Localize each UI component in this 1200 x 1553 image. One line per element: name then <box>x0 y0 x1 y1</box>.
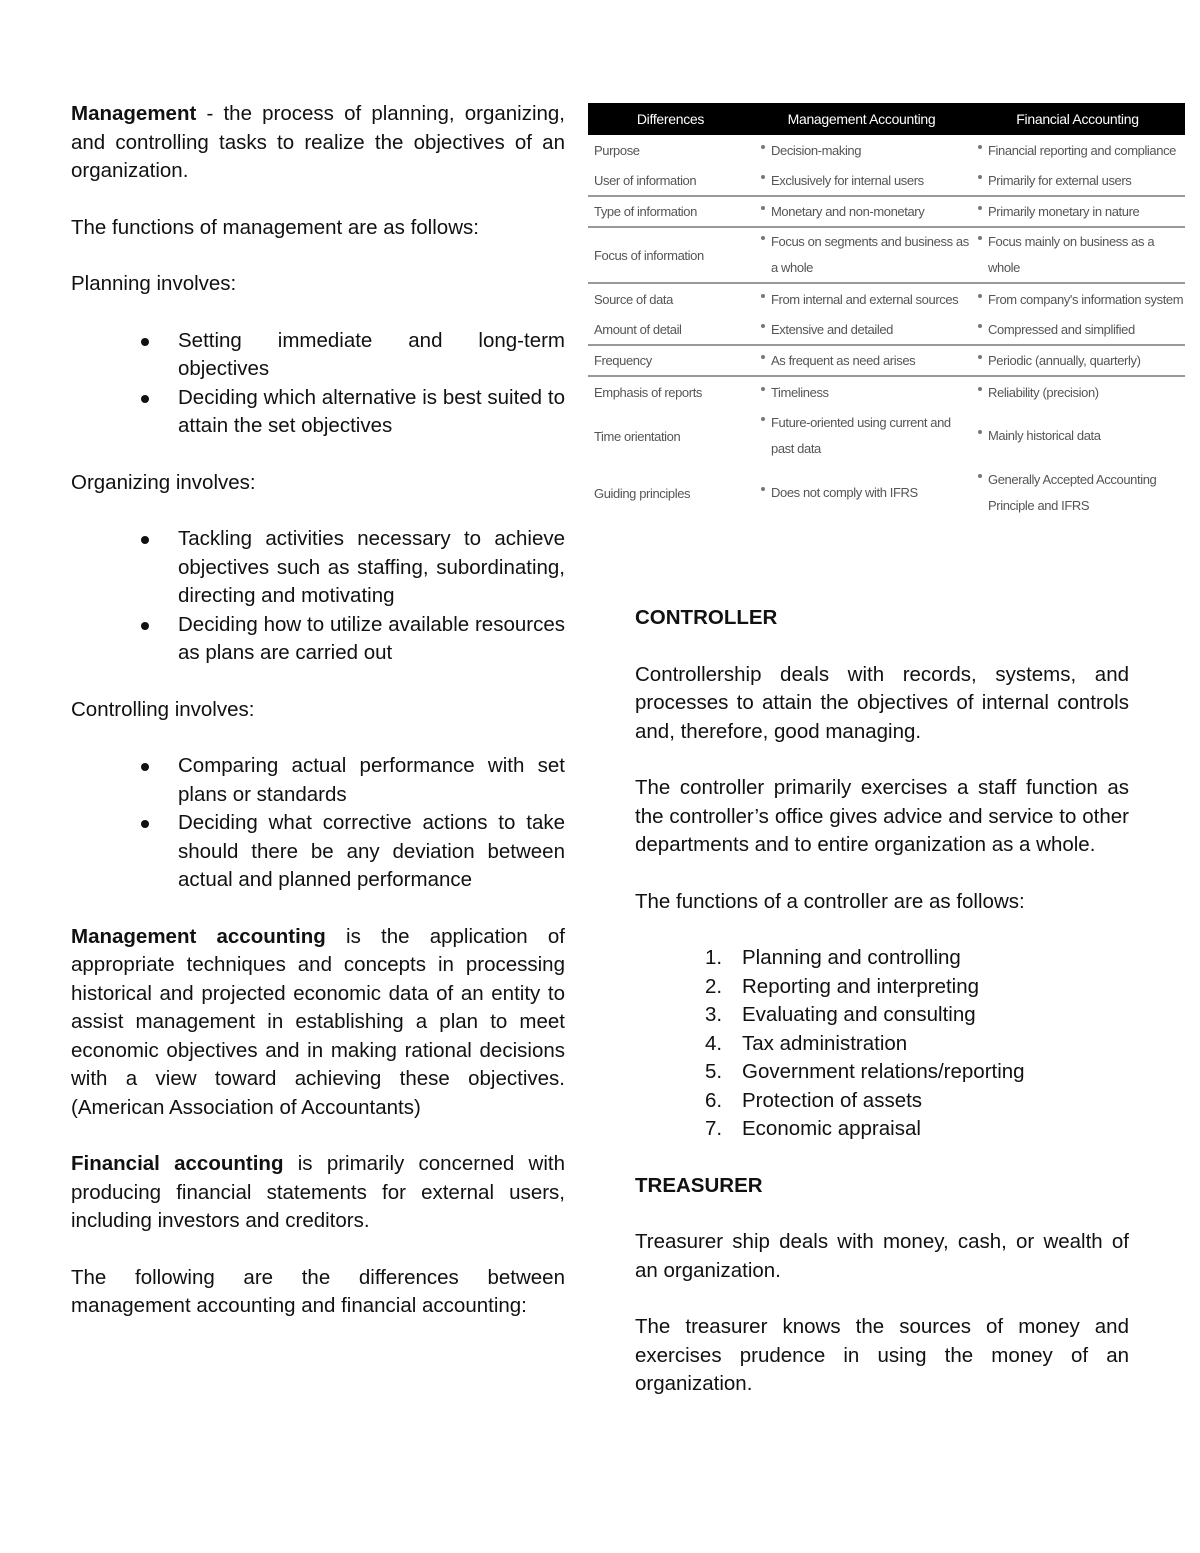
list-item <box>705 1058 1129 1087</box>
bullet-icon <box>141 338 149 346</box>
definition-text: is the application of appropriate techniques and concepts in processing historical and projected economic data of an entity to assist management in establishing a plan to meet economic objectives and in making rational decisions with a view toward achieving these objectives. (American Association of Accountants) <box>71 924 565 1119</box>
row-label: User of information <box>594 173 697 188</box>
list-item <box>705 1115 1129 1144</box>
controller-functions-list <box>705 944 1129 1144</box>
row-label: Purpose <box>594 143 640 158</box>
bullet-icon <box>761 206 765 210</box>
bullet-icon <box>761 417 765 421</box>
cell-text: Mainly historical data <box>988 428 1101 443</box>
list-item <box>705 973 1129 1002</box>
list-item-text: Evaluating and consulting <box>742 1003 976 1026</box>
right-column <box>635 604 1129 1399</box>
bullet-icon <box>978 236 982 240</box>
controller-paragraph-2: The controller primarily exercises a staff function as the controller’s office gives advice and service to other departments and to entire organization as a whole. <box>635 776 1129 856</box>
management-accounting-definition <box>71 923 565 1123</box>
bullet-icon <box>141 820 149 828</box>
table-row <box>588 166 1185 197</box>
controlling-heading: Controlling involves: <box>71 697 255 721</box>
cell-text: Does not comply with IFRS <box>771 485 918 500</box>
table-row <box>588 408 1185 464</box>
differences-intro: The following are the differences between management accounting and financial accounting: <box>71 1265 565 1317</box>
list-item <box>705 1087 1129 1116</box>
bullet-icon <box>978 387 982 391</box>
controlling-list <box>141 752 565 895</box>
bullet-icon <box>761 145 765 149</box>
bullet-icon <box>978 175 982 179</box>
list-item <box>705 1001 1129 1030</box>
table-row <box>588 228 1185 284</box>
row-label: Source of data <box>594 292 673 307</box>
list-item <box>141 752 565 809</box>
table-row <box>588 346 1185 377</box>
list-item <box>141 809 565 895</box>
bullet-icon <box>978 145 982 149</box>
list-item-text: Reporting and interpreting <box>742 974 980 998</box>
list-number: 7. <box>705 1117 723 1140</box>
differences-table <box>588 103 1185 522</box>
list-number: 6. <box>705 1088 723 1112</box>
list-item-text: Deciding what corrective actions to take should there be any deviation between actual and planned performance <box>178 811 565 891</box>
mgmt-cell <box>753 138 970 164</box>
fin-cell <box>970 138 1185 164</box>
cell-text: Financial reporting and compliance <box>988 142 1177 158</box>
list-number: 5. <box>705 1060 723 1083</box>
bullet-icon <box>141 536 149 544</box>
header-management-accounting: Management Accounting <box>787 111 936 127</box>
mgmt-cell <box>753 348 970 374</box>
table-header <box>588 103 1185 135</box>
cell-text: Generally Accepted Accounting Principle and IFRS <box>988 472 1157 513</box>
bullet-icon <box>141 763 149 771</box>
table-row <box>588 464 1185 522</box>
list-item <box>705 944 1129 973</box>
row-label: Type of information <box>594 204 697 219</box>
list-number: 3. <box>705 1003 723 1026</box>
treasurer-paragraph-1: Treasurer ship deals with money, cash, or wealth of an organization. <box>635 1230 1129 1282</box>
cell-text: Timeliness <box>771 384 829 400</box>
list-item-text: Setting immediate and long-term objectives <box>178 328 565 380</box>
row-label: Focus of information <box>594 247 704 263</box>
mgmt-cell <box>753 199 970 225</box>
list-item-text: Protection of assets <box>742 1088 923 1112</box>
bullet-icon <box>978 294 982 298</box>
fin-cell <box>970 168 1185 194</box>
list-item-text: Economic appraisal <box>742 1117 921 1140</box>
cell-text: Reliability (precision) <box>988 384 1099 400</box>
list-number: 1. <box>705 946 723 969</box>
list-number: 2. <box>705 974 723 998</box>
list-item-text: Deciding how to utilize available resources as plans are carried out <box>178 612 565 664</box>
list-item-text: Deciding which alternative is best suited to attain the set objectives <box>178 385 565 437</box>
mgmt-cell <box>753 480 970 506</box>
fin-cell <box>970 380 1185 406</box>
bullet-icon <box>141 622 149 630</box>
cell-text: From internal and external sources <box>771 291 959 307</box>
row-label: Amount of detail <box>594 322 682 337</box>
cell-text: Monetary and non-monetary <box>771 203 925 219</box>
list-item <box>141 525 565 611</box>
heading-text: CONTROLLER <box>635 606 778 629</box>
cell-text: Decision-making <box>771 142 862 158</box>
row-label: Time orientation <box>594 428 681 444</box>
bullet-icon <box>978 355 982 359</box>
fin-cell <box>970 317 1185 343</box>
cell-text: Future-oriented using current and past data <box>771 415 951 456</box>
controller-paragraph-1: Controllership deals with records, systems, and processes to attain the objectives of internal controls and, therefore, good managing. <box>635 662 1129 743</box>
fin-cell <box>970 287 1185 313</box>
row-label: Guiding principles <box>594 485 691 501</box>
management-definition <box>71 100 565 186</box>
mgmt-cell <box>753 317 970 343</box>
table-row <box>588 197 1185 228</box>
financial-accounting-definition <box>71 1150 565 1236</box>
bullet-icon <box>978 206 982 210</box>
controller-heading <box>635 604 1129 633</box>
mgmt-cell <box>753 229 970 281</box>
fin-cell <box>970 467 1185 519</box>
heading-text: TREASURER <box>635 1173 763 1197</box>
cell-text: Focus mainly on business as a whole <box>988 234 1155 275</box>
cell-text: Primarily monetary in nature <box>988 203 1140 219</box>
treasurer-paragraph-2: The treasurer knows the sources of money and exercises prudence in using the money of an organization. <box>635 1315 1129 1395</box>
fin-cell <box>970 229 1185 281</box>
header-financial-accounting: Financial Accounting <box>1016 111 1139 127</box>
table-row <box>588 377 1185 408</box>
cell-text: Focus on segments and business as a whole <box>771 234 969 275</box>
header-differences: Differences <box>636 111 705 127</box>
list-number: 4. <box>705 1031 723 1055</box>
term-financial-accounting: Financial accounting <box>71 1152 284 1175</box>
bullet-icon <box>141 395 149 403</box>
fin-cell <box>970 423 1185 449</box>
list-item <box>705 1030 1129 1059</box>
list-item <box>141 384 565 441</box>
row-label: Frequency <box>594 353 652 368</box>
list-item-text: Government relations/reporting <box>742 1060 1025 1083</box>
cell-text: Periodic (annually, quarterly) <box>988 352 1141 368</box>
bullet-icon <box>761 387 765 391</box>
list-item-text: Planning and controlling <box>742 946 961 969</box>
treasurer-heading <box>635 1172 1129 1201</box>
fin-cell <box>970 199 1185 225</box>
list-item-text: Comparing actual performance with set plans or standards <box>178 754 565 806</box>
planning-list <box>141 327 565 441</box>
list-item-text: Tackling activities necessary to achieve objectives such as staffing, subordinating, directing and motivating <box>178 527 565 607</box>
row-label: Emphasis of reports <box>594 385 703 400</box>
cell-text: Compressed and simplified <box>988 321 1135 337</box>
list-item <box>141 327 565 384</box>
organizing-list <box>141 525 565 668</box>
table-row <box>588 135 1185 166</box>
definition-text: - the process of planning, organizing, and controlling tasks to realize the objectives of an organization. <box>71 102 565 182</box>
cell-text: Extensive and detailed <box>771 321 894 337</box>
bullet-icon <box>761 487 765 491</box>
cell-text: As frequent as need arises <box>771 352 916 368</box>
organizing-heading: Organizing involves: <box>71 470 256 494</box>
list-item <box>141 611 565 668</box>
bullet-icon <box>978 430 982 434</box>
definition-text: is primarily concerned with producing financial statements for external users, including investors and creditors. <box>71 1152 565 1232</box>
functions-intro: The functions of management are as follows: <box>71 215 479 239</box>
term-management-accounting: Management accounting <box>71 924 326 948</box>
term-management: Management <box>71 102 197 125</box>
list-item-text: Tax administration <box>742 1031 908 1055</box>
bullet-icon <box>978 474 982 478</box>
mgmt-cell <box>753 287 970 313</box>
bullet-icon <box>761 294 765 298</box>
bullet-icon <box>761 236 765 240</box>
controller-functions-intro: The functions of a controller are as follows: <box>635 889 1025 913</box>
table-row <box>588 284 1185 315</box>
bullet-icon <box>761 324 765 328</box>
cell-text: Primarily for external users <box>988 172 1132 188</box>
mgmt-cell <box>753 168 970 194</box>
fin-cell <box>970 348 1185 374</box>
cell-text: From company's information system <box>988 291 1184 307</box>
cell-text: Exclusively for internal users <box>771 172 924 188</box>
left-column <box>71 100 565 1321</box>
bullet-icon <box>978 324 982 328</box>
table-row <box>588 315 1185 346</box>
bullet-icon <box>761 355 765 359</box>
planning-heading: Planning involves: <box>71 272 237 295</box>
mgmt-cell <box>753 410 970 462</box>
bullet-icon <box>761 175 765 179</box>
mgmt-cell <box>753 380 970 406</box>
